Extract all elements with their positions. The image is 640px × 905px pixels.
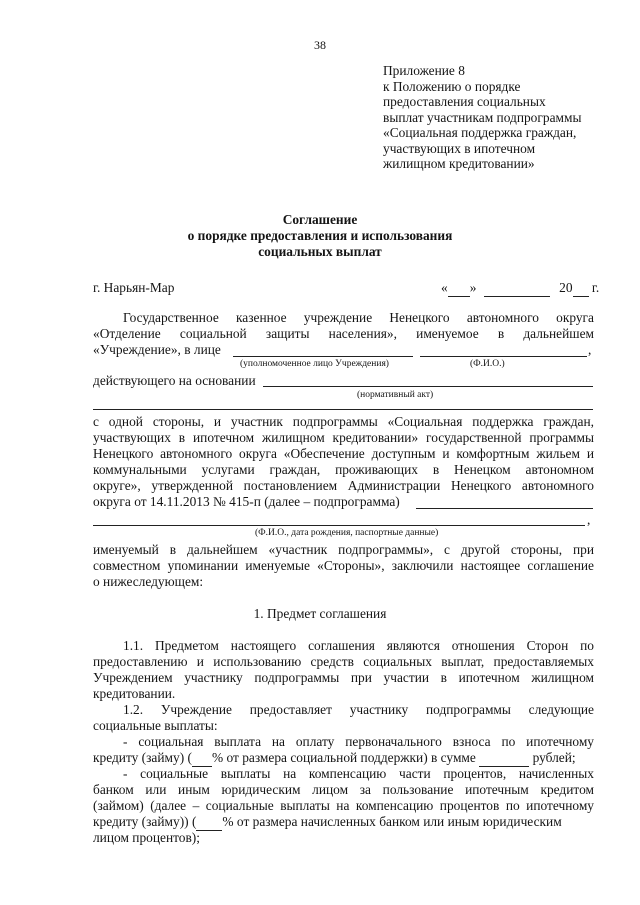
item1-line2 [93,750,594,767]
caption-act: (нормативный акт) [357,390,434,400]
party-line: участвующих в ипотечном жилищном кредитовании» государственной программы [93,430,594,445]
year-blank [573,280,589,297]
intro-line: «Отделение социальной защиты населения», именуемое в дальнейшем [93,326,594,341]
item1-line: - социальная выплата на оплату первоначального взноса по ипотечному [123,734,594,749]
title-line: Соглашение [282,212,358,227]
participant-blank-2 [93,525,585,526]
p12-line: 1.2. Учреждение предоставляет участнику подпрограммы следующие [123,702,594,717]
annex-header [383,63,623,172]
item1-text-b: % от размера социальной поддержки) в сумме [211,750,476,765]
percent-blank [196,814,222,831]
blank-line [93,409,593,410]
person-blank [233,356,413,357]
acting-on-label: действующего на основании [93,373,256,388]
date-close-quote: » [469,280,477,295]
participant-comma: , [587,512,591,527]
act-blank [263,386,593,387]
fio-blank [420,356,587,357]
annex-line: Приложение 8 [383,63,465,78]
caption-fio: (Ф.И.О.) [470,359,505,369]
year-suffix: г. [591,280,600,295]
party-line: округе», утвержденной постановлением Администрации Ненецкого автономного [93,478,594,493]
annex-line: предоставления социальных [383,94,546,109]
item1-text-c: рублей; [532,750,576,765]
p11-line: кредитовании. [93,686,176,701]
annex-line: жилищном кредитовании» [383,156,535,171]
title-line: социальных выплат [258,244,382,259]
item2-line: - социальные выплаты на компенсацию части процентов, начисленных [123,766,594,781]
item2-line: лицом процентов); [93,830,200,845]
p11-line: 1.1. Предметом настоящего соглашения являются отношения Сторон по [123,638,594,653]
place: г. Нарьян-Мар [93,280,175,295]
item2-text-a: кредиту (займу)) ( [93,814,197,829]
title-line: о порядке предоставления и использования [187,228,453,243]
party-line: округа от 14.11.2013 № 415-п (далее – подпрограмма) [93,494,400,509]
year-prefix: 20 [559,280,573,295]
item1-text-a: кредиту (займу) ( [93,750,192,765]
percent-blank [192,750,212,767]
month-blank [484,280,550,297]
item2-line: (займом) (далее – социальные выплаты на компенсацию процентов по ипотечному [93,798,594,813]
item2-text-b: % от размера начисленных банком или иным юридическим [222,814,562,829]
page-number: 38 [314,38,326,52]
intro-line: Государственное казенное учреждение Ненецкого автономного округа [123,310,594,325]
caption-participant: (Ф.И.О., дата рождения, паспортные данные) [255,528,439,538]
party-line: с одной стороны, и участник подпрограммы «Социальная поддержка граждан, [93,414,594,429]
intro-comma: , [588,342,592,357]
intro-line: «Учреждение», в лице [93,342,221,357]
day-blank [448,280,470,297]
participant-blank-1 [416,508,593,509]
item2-line: банком или иным юридическим лицом за пользование ипотечным кредитом [93,782,594,797]
party-line: Ненецкого автономного округа «Обеспечение доступным и комфортным жильем и [93,446,594,461]
annex-line: к Положению о порядке [383,78,521,94]
p12-line: социальные выплаты: [93,718,218,733]
annex-line: «Социальная поддержка граждан, [383,125,577,140]
date-open-quote: « [441,280,448,295]
document-title [0,212,640,260]
party-line: коммунальными услугами граждан, проживающих в Ненецком автономном [93,462,594,477]
named-line: именуемый в дальнейшем «участник подпрограммы», с другой стороны, при [93,542,594,557]
p11-line: Учреждением участнику подпрограммы при участии в ипотечном жилищном [93,670,594,685]
annex-line: выплат участникам подпрограммы [383,109,582,125]
p11-line: предоставлению и использованию средств социальных выплат, предоставляемых [93,654,594,669]
named-line: о нижеследующем: [93,574,204,589]
section-heading: 1. Предмет соглашения [253,606,387,621]
named-line: совместном упоминании именуемые «Стороны», заключили настоящее соглашение [93,558,594,573]
amount-blank [479,750,529,767]
date-field [441,280,599,297]
caption-person: (уполномоченное лицо Учреждения) [240,359,389,369]
annex-line: участвующих в ипотечном [383,140,536,156]
item2-line4 [93,814,594,831]
